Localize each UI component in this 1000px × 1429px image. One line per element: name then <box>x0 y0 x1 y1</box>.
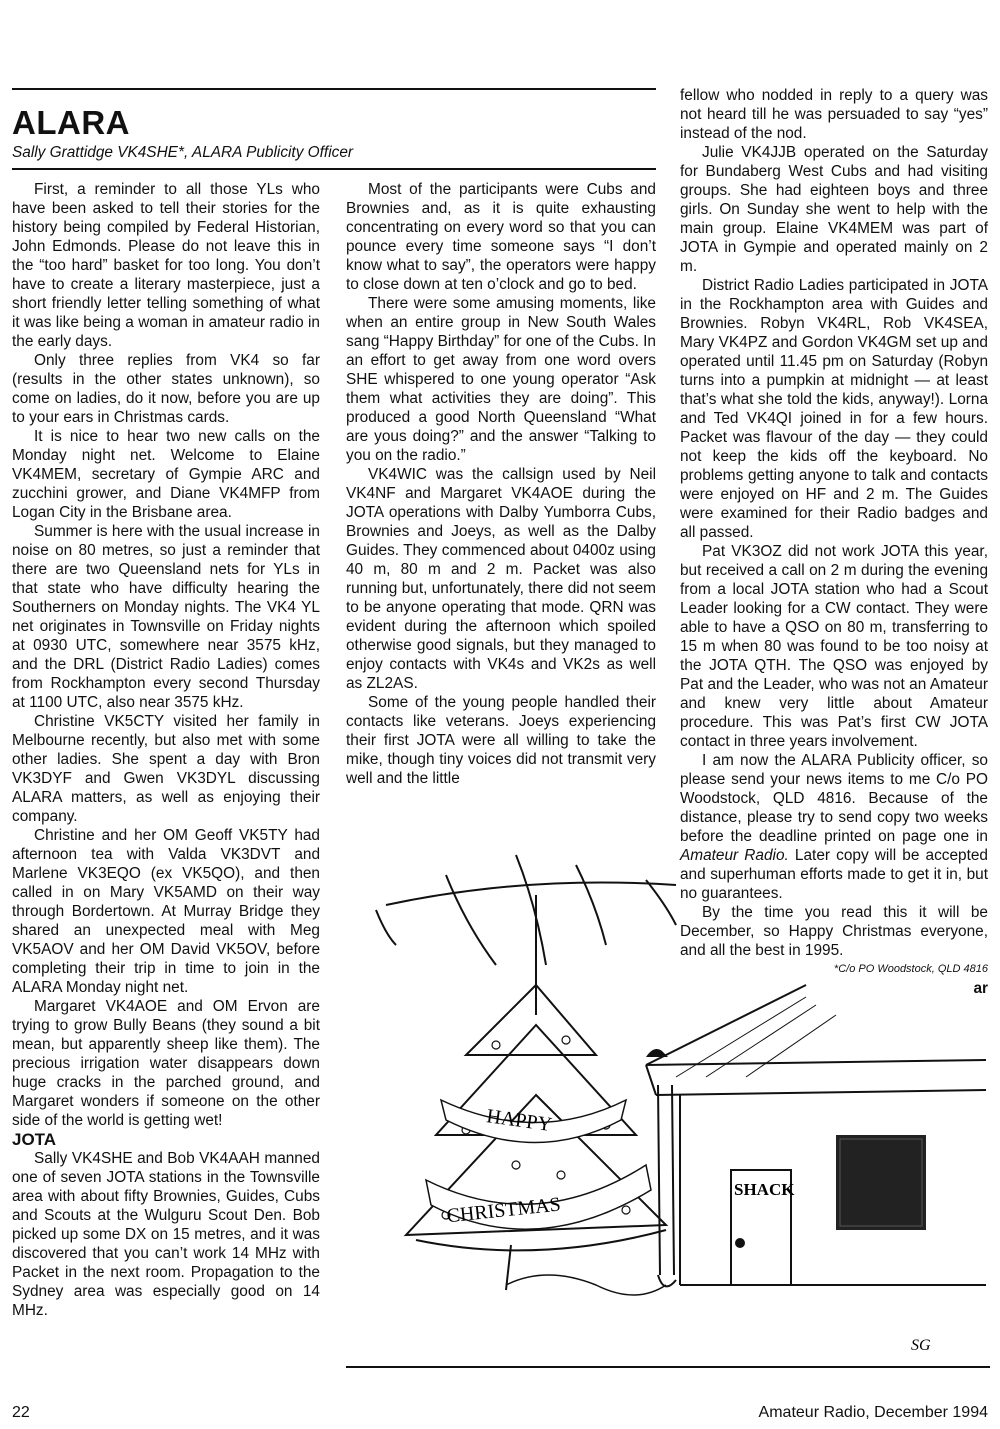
banner-christmas-text: CHRISTMAS <box>445 1193 562 1228</box>
paragraph: It is nice to hear two new calls on the Monday night net. Welcome to Elaine VK4MEM, secretary of Gympie ARC and zucchini grower, and Diane VK4MFP from Logan City in the Brisbane area. <box>12 428 320 521</box>
paragraph: Christine VK5CTY visited her family in Melbourne recently, but also met with some other ladies. She spent a day with Bron VK3DYF and Gwen VK3DYL discussing ALARA matters, as well as enjoying their company. <box>12 713 320 825</box>
article-title: ALARA <box>12 104 130 141</box>
paragraph: Summer is here with the usual increase in noise on 80 metres, so just a reminder that there are two Queensland nets for YLs in that state who have difficulty hearing the Southerners on Monday nights. The VK4 YL net originates in Townsville on Friday nights at 0930 UTC, somewhere near 3575 kHz, and the DRL (District Radio Ladies) comes from Rockhampton every second Thursday at 1100 UTC, also near 3575 kHz. <box>12 523 320 711</box>
paragraph: Sally VK4SHE and Bob VK4AAH manned one of seven JOTA stations in the Townsville area with about fifty Brownies, Guides, Cubs and Scouts at the Wulguru Scout Den. Bob picked up some DX on 15 metres, and it was discovered that you can’t work 14 MHz with Packet in the next room. Propagation to the Sydney area was especially good on 14 MHz. <box>12 1150 320 1319</box>
text-run: Later copy will be accepted and superhuman efforts made to get it in, but no guarantees. <box>680 847 988 902</box>
paragraph: VK4WIC was the callsign used by Neil VK4NF and Margaret VK4AOE during the JOTA operations with Dalby Yumborra Cubs, Brownies and Joeys, as well as the Dalby Guides. They commenced about 0400z using 40 m, 80 m and 2 m. Packet was also running but, unfortunately, there did not seem to be anyone operating that mode. QRN was evident during the afternoon which spoiled otherwise good signals, but they managed to enjoy contacts with VK4s and VK2s as well as ZL2AS. <box>346 466 656 692</box>
paragraph: There were some amusing moments, like when an entire group in New South Wales sang “Happy Birthday” for one of the Cubs. In an effort to get away from one word overs SHE whispered to one young operator “Ask them what activities they are doing”. This produced a good North Queensland “What are yous doing?” and the answer “Talking to you on the radio.” <box>346 295 656 464</box>
roof-icon <box>646 985 986 1095</box>
paragraph: Most of the participants were Cubs and Brownies and, as it is quite exhausting concentrating on every word so that you can pounce every time someone says “I don’t know what to say”, the operators were happy to close down at ten o’clock and go to bed. <box>346 181 656 293</box>
paragraph: Margaret VK4AOE and OM Ervon are trying to grow Bully Beans (they sound a bit mean, but apparently sheep like them). The precious irrigation water disappears down huge cracks in the parched ground, and Margaret wonders if someone on the other side of the world is getting wet! <box>12 998 320 1129</box>
publication-name: Amateur Radio. <box>680 847 789 864</box>
paragraph: Julie VK4JJB operated on the Saturday for Bundaberg West Cubs and had visiting groups. She had eighteen boys and three girls. On Sunday she went to help with the main group. Elaine VK4MEM was part of JOTA in Gympie and operated mainly on 2 m. <box>680 144 988 275</box>
artist-signature: SG <box>911 1337 931 1354</box>
paragraph: Pat VK3OZ did not work JOTA this year, but received a call on 2 m during the evening from a local JOTA station who had a Scout Leader looking for a CW contact. They were able to have a QSO on 80 m, transferring to 15 m when 80 was found to be too noisy at the JOTA QTH. The QSO was enjoyed by Pat and the Leader, who was not an Amateur and knew very little about Amateur procedure. This was Pat’s first CW JOTA contact in three years involvement. <box>680 543 988 750</box>
page-number: 22 <box>12 1404 30 1421</box>
bottom-rule <box>346 1366 990 1368</box>
paragraph: By the time you read this it will be December, so Happy Christmas everyone, and all the best in 1995. <box>680 904 988 959</box>
paragraph: First, a reminder to all those YLs who have been asked to tell their stories for the history being compiled by Federal Historian, John Edmonds. Please do not leave this in the “too hard” basket for too long. You don’t have to create a literary masterpiece, just a short friendly letter telling something of what it was like being a woman in amateur radio in the early days. <box>12 181 320 350</box>
column-2 <box>346 180 656 788</box>
antenna-icon <box>376 855 676 1015</box>
byline: Sally Grattidge VK4SHE*, ALARA Publicity Officer <box>12 144 354 161</box>
publication-footer: Amateur Radio, December 1994 <box>758 1404 988 1421</box>
drainpipe-icon <box>658 1085 676 1286</box>
footnote: *C/o PO Woodstock, QLD 4816 <box>833 963 988 975</box>
end-mark: ar <box>973 980 988 997</box>
subheading-jota: JOTA <box>12 1130 57 1149</box>
paragraph: fellow who nodded in reply to a query was not heard till he was persuaded to say “yes” instead of the nod. <box>680 87 988 142</box>
column-1 <box>12 180 320 1320</box>
text-run: I am now the ALARA Publicity officer, so please send your news items to me C/o PO Woodstock, QLD 4816. Because of the distance, please try to send copy two weeks before the deadline printed on page one in <box>680 752 988 845</box>
door-sign: SHACK <box>734 1180 795 1199</box>
banner-happy-text: HAPPY <box>485 1105 554 1137</box>
paragraph: Only three replies from VK4 so far (results in the other states unknown), so come on ladies, do it now, before you are up to your ears in Christmas cards. <box>12 352 320 426</box>
feed-cable <box>506 1275 666 1295</box>
bird-icon <box>646 1049 668 1057</box>
paragraph: Some of the young people handled their contacts like veterans. Joeys experiencing their first JOTA were all willing to take the mike, though tiny voices did not transmit very well and the little <box>346 694 656 787</box>
window-icon <box>836 1135 926 1230</box>
shack-icon <box>680 1095 986 1285</box>
byline-rule <box>12 168 656 170</box>
paragraph: Christine and her OM Geoff VK5TY had afternoon tea with Valda VK3DVT and Marlene VK3EQO (ex VK5QO), and then called in on Mary VK5AMD on their way through Bordertown. At Murray Bridge they shared an unexpected meal with Meg VK5AOV and her OM David VK5OV, before completing their trip in time to join in the ALARA Monday night net. <box>12 827 320 996</box>
paragraph: District Radio Ladies participated in JOTA in the Rockhampton area with Guides and Brownies. Robyn VK4RL, Rob VK4SEA, Mary VK4PZ and Gordon VK4GM set up and operated until 11.45 pm on Saturday (Robyn turns into a pumpkin at midnight — at least that’s what she told the kids, anyway!). Lorna and Ted VK4QI joined in for a few hours. Packet was flavour of the day — they could not keep the kids off the keyboard. No problems getting anyone to talk and contacts were enjoyed on HF and 2 m. The Guides were examined for their Radio badges and all passed. <box>680 277 988 541</box>
christmas-cartoon-illustration <box>346 845 990 1365</box>
top-rule <box>12 88 656 90</box>
